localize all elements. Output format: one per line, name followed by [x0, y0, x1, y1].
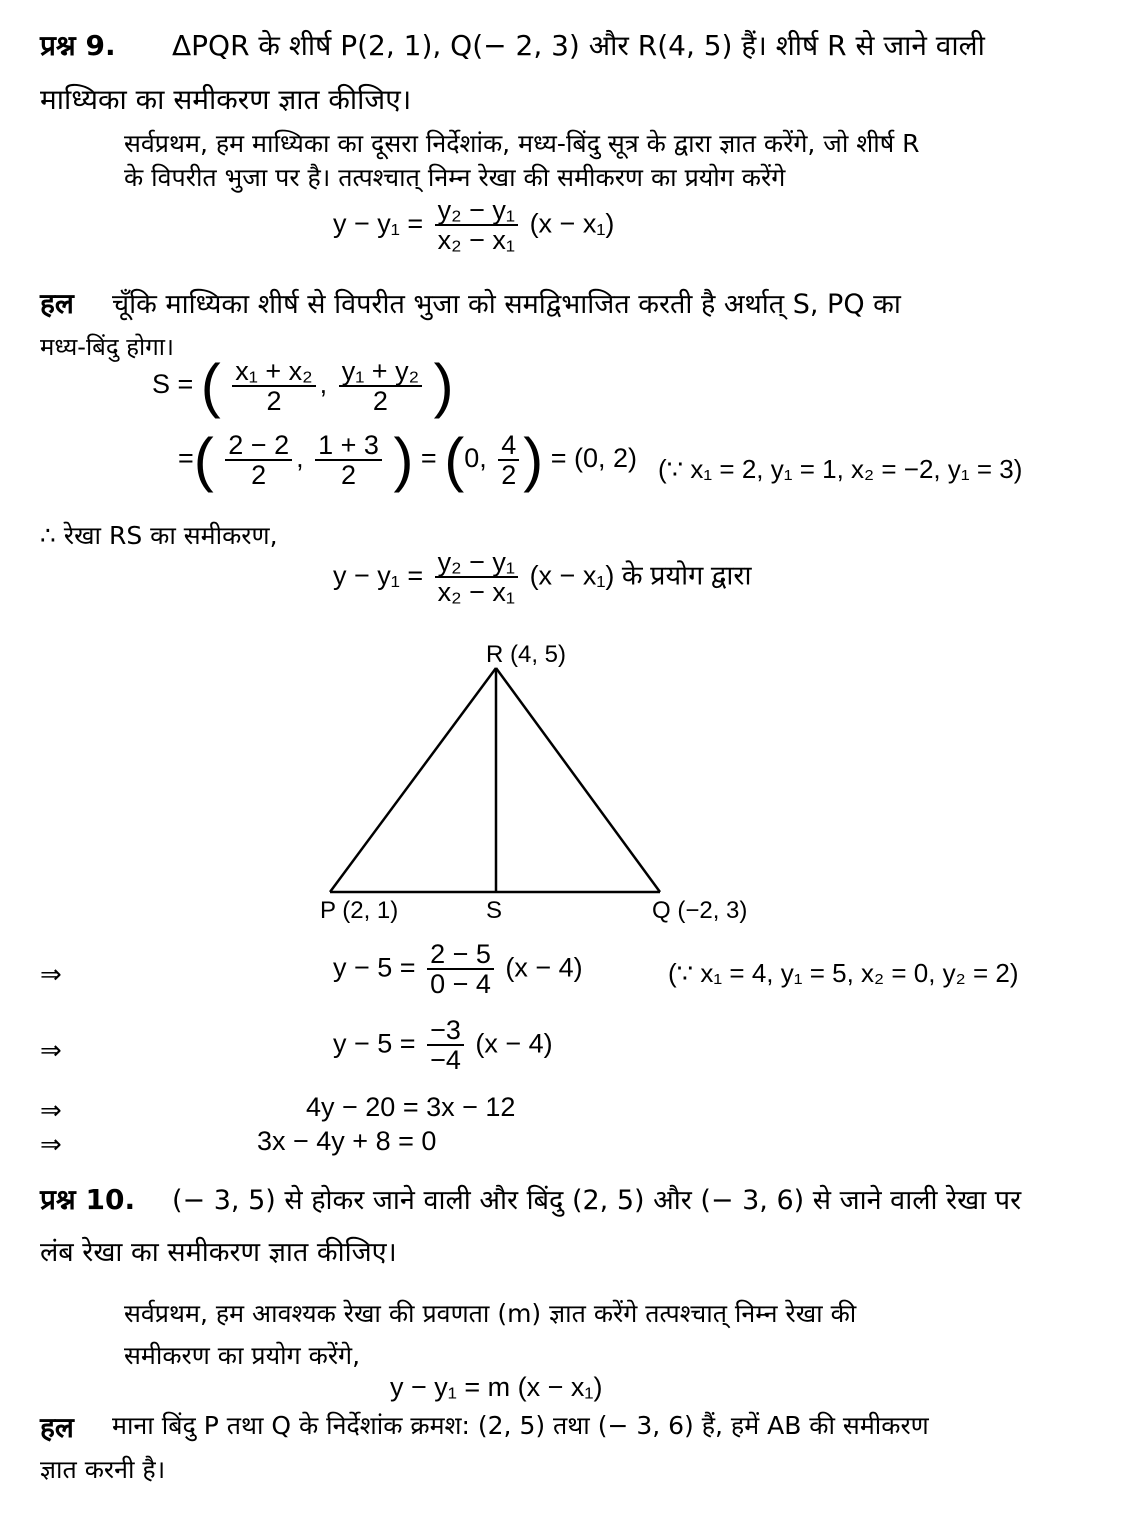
step-2: y − 5 = $\frac{-3}{-4}$ (x − 4) — [333, 1015, 553, 1076]
midpoint-eval-x: $\frac{2 - 2}{2}$ — [225, 431, 292, 490]
q9-intro-line-2: के विपरीत भुजा पर है। तत्पश्चात् निम्न रेखा की समीकरण का प्रयोग करेंगे — [124, 163, 786, 192]
formula-fraction — [435, 196, 518, 255]
midpoint-formula: S = ( $\frac{\text{x₁ + x₂}}{2}$ , $\frac{\text{y₁ + y₂}}{2}$ ) — [152, 352, 454, 419]
midpoint-x-fraction: $\frac{\text{x₁ + x₂}}{2}$ — [232, 357, 315, 416]
vertex-q-label: Q (−2, 3) — [652, 897, 748, 924]
implies-arrow-2: ⇒ — [40, 1036, 62, 1066]
q9-solution-line-1: चूँकि माध्यिका शीर्ष से विपरीत भुजा को समद्विभाजित करती है अर्थात् S, PQ का — [112, 289, 901, 320]
point-s-label: S — [486, 897, 503, 924]
q10-solution-label: हल — [40, 1411, 74, 1444]
step-4-final-equation: 3x − 4y + 8 = 0 — [257, 1126, 437, 1156]
formula-numerator: y₂ − y₁ — [435, 196, 518, 226]
q9-solution-line-2: मध्य-बिंदु होगा। — [40, 333, 175, 361]
midpoint-eval-y: $\frac{1 + 3}{2}$ — [315, 431, 382, 490]
midpoint-y-fraction: $\frac{\text{y₁ + y₂}}{2}$ — [339, 357, 422, 416]
q9-intro-line-1: सर्वप्रथम, हम माध्यिका का दूसरा निर्देशांक, मध्य-बिंदु सूत्र के द्वारा ज्ञात करेंगे, जो शीर्ष R — [124, 129, 920, 158]
q10-text-line-1: (− 3, 5) से होकर जाने वाली और बिंदु (2, 5) और (− 3, 6) से जाने वाली रेखा पर — [172, 1185, 1022, 1216]
q9-solution-label: हल — [40, 287, 74, 320]
q10-solution-line-1: माना बिंदु P तथा Q के निर्देशांक क्रमश: (2, 5) तथा (− 3, 6) हैं, हमें AB की समीकरण — [112, 1411, 929, 1440]
use-formula-line: y − y₁ = $\frac{\text{y₂ − y₁}}{\text{x₂ − x₁}}$ (x − x₁) के प्रयोग द्वारा — [333, 547, 752, 608]
formula-denominator: x₂ − x₁ — [437, 225, 516, 256]
implies-arrow-3: ⇒ — [40, 1096, 62, 1126]
step-1: y − 5 = $\frac{2 - 5}{0 - 4}$ (x − 4) — [333, 939, 583, 1000]
q10-intro-line-2: समीकरण का प्रयोग करेंगे, — [124, 1341, 361, 1370]
formula-rhs: (x − x₁) — [529, 208, 615, 239]
triangle-diagram — [300, 630, 780, 930]
step-1-given-values: (∵ x₁ = 4, y₁ = 5, x₂ = 0, y₂ = 2) — [668, 958, 1019, 988]
q10-formula: y − y₁ = m (x − x₁) — [390, 1372, 603, 1402]
step-1-fraction: $\frac{2 - 5}{0 - 4}$ — [427, 940, 494, 999]
midpoint-given-values: (∵ x₁ = 2, y₁ = 1, x₂ = −2, y₁ = 3) — [658, 454, 1023, 484]
side-rq — [496, 668, 660, 892]
implies-arrow-1: ⇒ — [40, 960, 62, 990]
q9-text-line-1: ΔPQR के शीर्ष P(2, 1), Q(− 2, 3) और R(4, 5) हैं। शीर्ष R से जाने वाली — [172, 29, 985, 62]
vertex-p-label: P (2, 1) — [320, 897, 399, 924]
therefore-line: ∴ रेखा RS का समीकरण, — [40, 521, 278, 550]
midpoint-evaluation: =( $\frac{2 - 2}{2}$ , $\frac{1 + 3}{2}$ ) = (0, $\frac{4}{2}$ ) = (0, 2) — [178, 426, 638, 493]
q10-intro-line-1: सर्वप्रथम, हम आवश्यक रेखा की प्रवणता (m) ज्ञात करेंगे तत्पश्चात् निम्न रेखा की — [124, 1299, 857, 1328]
midpoint-lhs: S = — [152, 369, 194, 400]
midpoint-eval-y-simplified: $\frac{4}{2}$ — [498, 431, 519, 490]
vertex-r-label: R (4, 5) — [486, 641, 567, 668]
q9-line-formula — [333, 196, 614, 255]
formula-lhs: y − y₁ = — [333, 208, 424, 239]
q10-heading: प्रश्न 10. — [40, 1183, 136, 1216]
q9-heading: प्रश्न 9. — [40, 29, 116, 62]
step-3: 4y − 20 = 3x − 12 — [306, 1092, 516, 1122]
midpoint-result: = (0, 2) — [550, 443, 638, 474]
step-2-fraction: $\frac{-3}{-4}$ — [427, 1016, 464, 1075]
q10-text-line-2: लंब रेखा का समीकरण ज्ञात कीजिए। — [40, 1237, 397, 1268]
side-rp — [330, 668, 496, 892]
implies-arrow-4: ⇒ — [40, 1130, 62, 1160]
q10-solution-line-2: ज्ञात करनी है। — [40, 1455, 166, 1484]
use-formula-fraction: $\frac{\text{y₂ − y₁}}{\text{x₂ − x₁}}$ — [435, 548, 518, 607]
q9-text-line-2: माध्यिका का समीकरण ज्ञात कीजिए। — [40, 83, 412, 116]
